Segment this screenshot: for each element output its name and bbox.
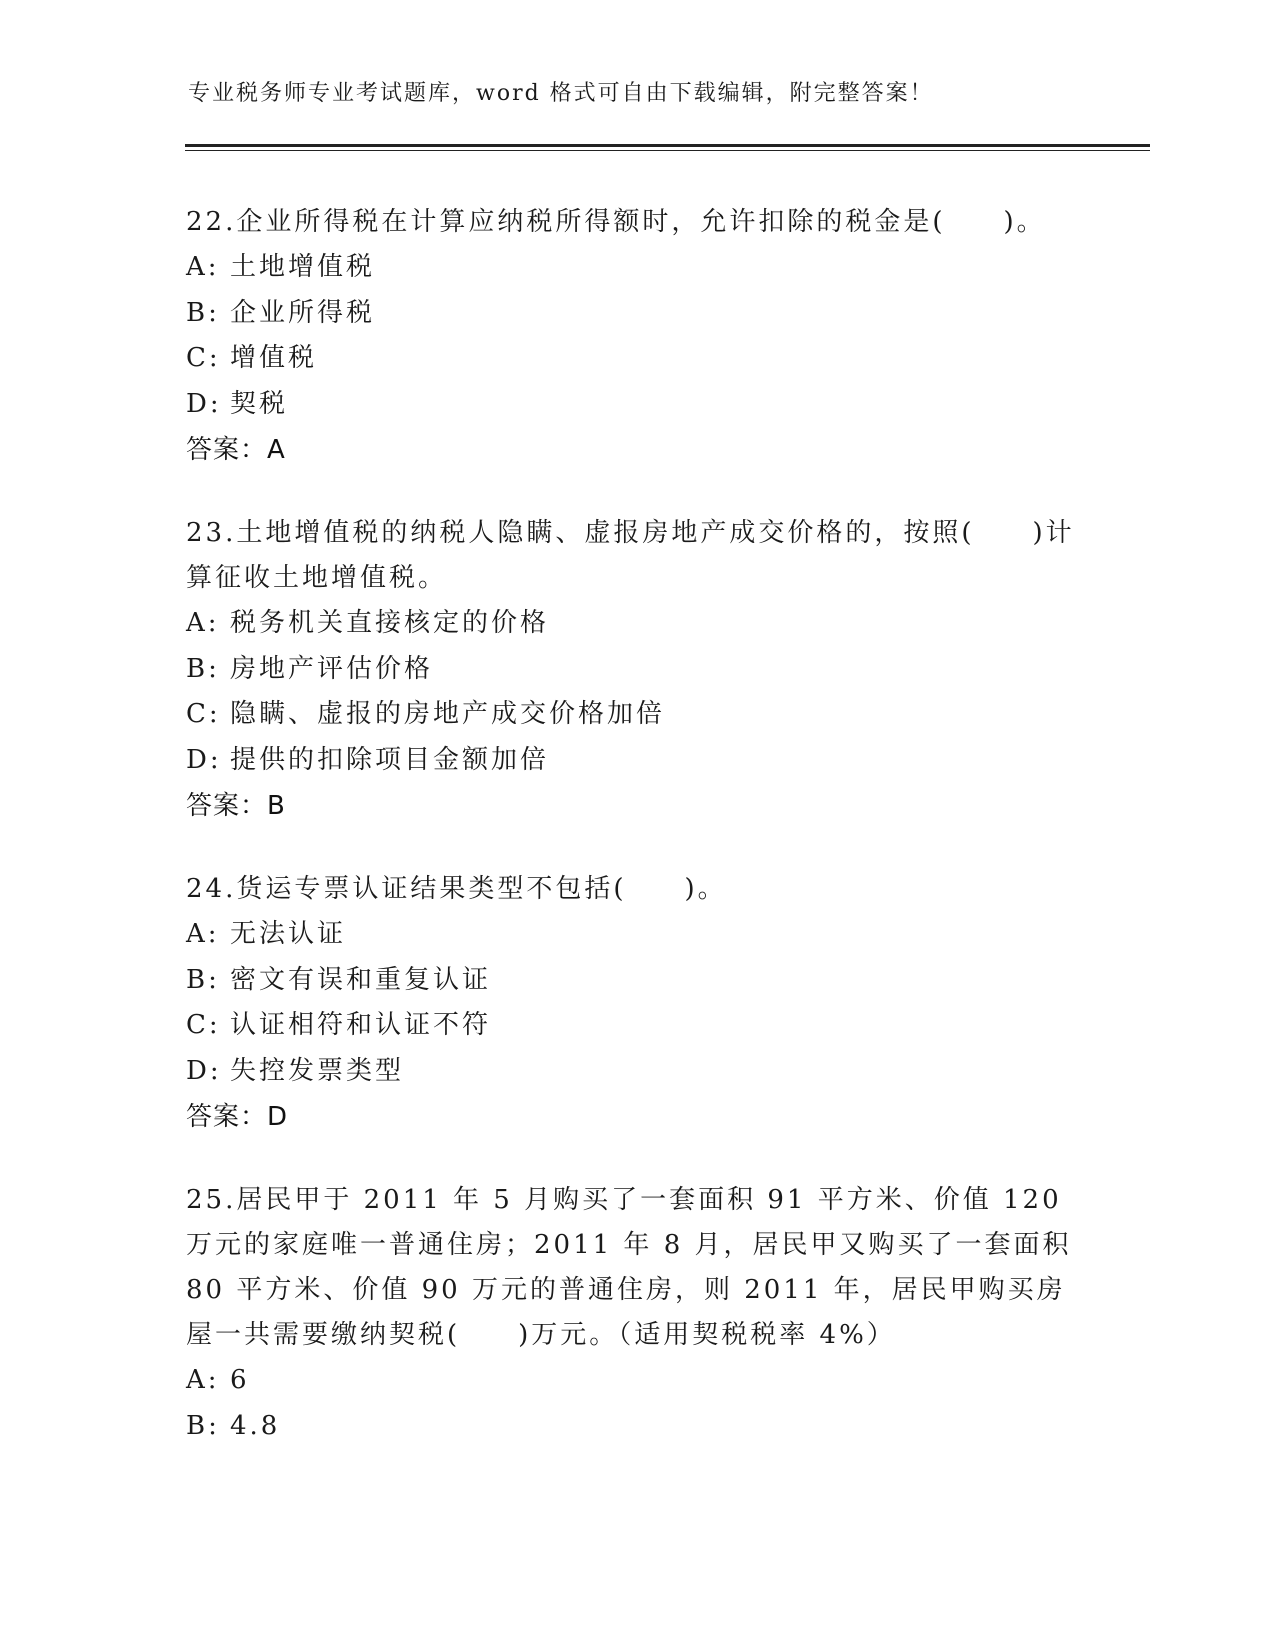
option-letter: B: (186, 1410, 220, 1441)
option-text: 无法认证 (230, 919, 347, 949)
question-stem: 24.货运专票认证结果类型不包括( )。 (186, 874, 727, 904)
header-rule-thick (185, 144, 1150, 147)
question-stem: 23.土地增值税的纳税人隐瞒、虚报房地产成交价格的，按照( )计算征收土地增值税。 (186, 518, 1075, 593)
option-text: 认证相符和认证不符 (230, 1010, 492, 1040)
option-letter: C: (186, 699, 221, 729)
option-d (186, 738, 1086, 784)
option-text: 土地增值税 (230, 252, 376, 282)
question-stem: 22.企业所得税在计算应纳税所得额时，允许扣除的税金是( )。 (186, 207, 1046, 237)
option-b (186, 647, 1086, 693)
question-24 (186, 867, 1086, 1140)
option-a (186, 912, 1086, 958)
answer-line: 答案：A (186, 435, 286, 465)
option-text: 密文有误和重复认证 (230, 964, 492, 995)
option-b (186, 1404, 1086, 1450)
option-a (186, 1358, 1086, 1404)
question-25 (186, 1178, 1086, 1449)
option-letter: B: (186, 297, 220, 328)
option-text: 契税 (230, 388, 289, 419)
option-text: 企业所得税 (230, 297, 376, 328)
option-letter: D: (186, 1055, 222, 1086)
answer-line: 答案：D (186, 1102, 289, 1132)
option-text: 增值税 (230, 343, 318, 373)
option-c (186, 336, 1086, 382)
option-d (186, 1049, 1086, 1095)
question-22 (186, 200, 1086, 473)
option-c (186, 1003, 1086, 1049)
option-letter: A: (186, 252, 220, 282)
question-list (186, 200, 1086, 1487)
answer-line: 答案：B (186, 791, 286, 821)
option-text: 6 (230, 1365, 250, 1395)
option-letter: C: (186, 343, 221, 373)
option-letter: C: (186, 1010, 221, 1040)
option-b (186, 958, 1086, 1004)
option-d (186, 382, 1086, 428)
option-letter: D: (186, 744, 222, 775)
option-a (186, 601, 1086, 647)
option-letter: B: (186, 964, 220, 995)
header-rule-thin (185, 150, 1150, 151)
option-letter: A: (186, 919, 220, 949)
option-a (186, 245, 1086, 291)
option-text: 隐瞒、虚报的房地产成交价格加倍 (230, 699, 666, 729)
option-letter: D: (186, 388, 222, 419)
option-text: 提供的扣除项目金额加倍 (230, 744, 550, 775)
page-header: 专业税务师专业考试题库，word 格式可自由下载编辑，附完整答案！ (188, 81, 934, 106)
question-23 (186, 511, 1086, 829)
option-letter: A: (186, 1365, 220, 1395)
option-text: 4.8 (230, 1410, 281, 1441)
option-b (186, 291, 1086, 337)
option-text: 失控发票类型 (230, 1055, 405, 1086)
option-letter: A: (186, 608, 220, 638)
option-c (186, 692, 1086, 738)
option-text: 税务机关直接核定的价格 (230, 608, 550, 638)
question-stem: 25.居民甲于 2011 年 5 月购买了一套面积 91 平方米、价值 120 万元的家庭唯一普通住房；2011 年 8 月，居民甲又购买了一套面积 80 平方米、价值 90 万元的普通住房，则 2011 年，居民甲购买房屋一共需要缴纳契税( )万元。（适用契税税率 4%） (186, 1185, 1072, 1350)
option-text: 房地产评估价格 (230, 653, 434, 684)
option-letter: B: (186, 653, 220, 684)
